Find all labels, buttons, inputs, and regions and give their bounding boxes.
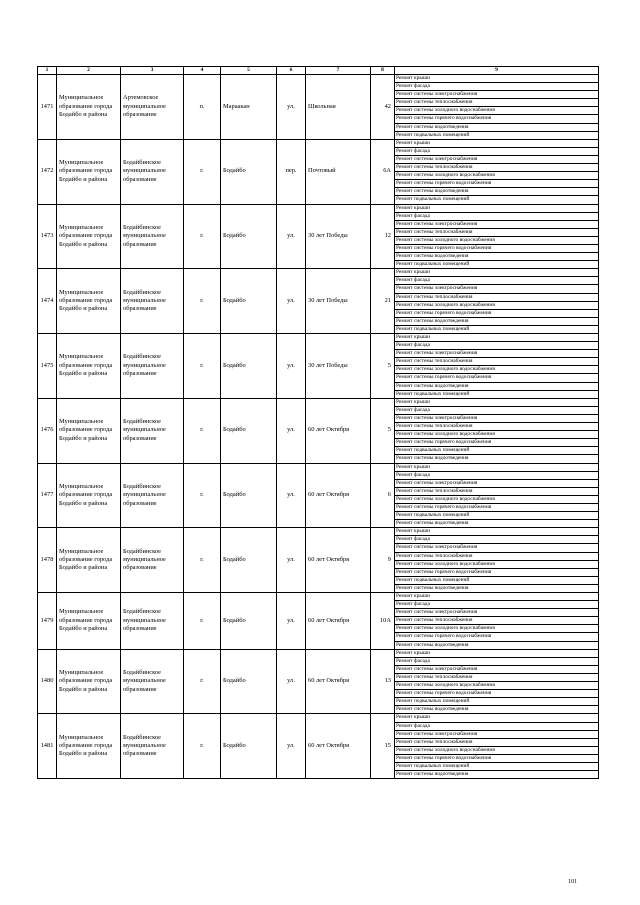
- street-type-cell: пер.: [277, 139, 306, 204]
- works-list: [395, 464, 598, 528]
- settlement-mo-cell: Бодайбинское муниципальное образование: [121, 204, 184, 269]
- work-item: Ремонт системы электроснабжения: [395, 156, 598, 164]
- settlement-mo-cell: Бодайбинское муниципальное образование: [121, 528, 184, 593]
- page-number: 101: [568, 879, 577, 885]
- street-type-cell: ул.: [277, 714, 306, 779]
- settlement-mo-cell: Бодайбинское муниципальное образование: [121, 649, 184, 714]
- work-item: Ремонт фасада: [395, 148, 598, 156]
- house-number-cell: 5: [371, 334, 395, 399]
- work-item: Ремонт фасада: [395, 601, 598, 609]
- street-cell: 60 лет Октября: [306, 714, 371, 779]
- works-list: [395, 75, 598, 139]
- street-type-cell: ул.: [277, 528, 306, 593]
- work-item: Ремонт системы теплоснабжения: [395, 164, 598, 172]
- row-number: 1471: [38, 75, 57, 140]
- work-item: Ремонт системы теплоснабжения: [395, 739, 598, 747]
- street-cell: Почтовый: [306, 139, 371, 204]
- work-item: Ремонт крыши: [395, 464, 598, 472]
- house-number-cell: 10А: [371, 593, 395, 650]
- settlement-type-cell: г.: [184, 269, 221, 334]
- settlement-cell: Бодайбо: [221, 714, 277, 779]
- row-number: 1472: [38, 139, 57, 204]
- works-cell: [395, 649, 599, 714]
- row-number: 1477: [38, 463, 57, 528]
- table-row: [38, 139, 599, 204]
- row-number: 1473: [38, 204, 57, 269]
- house-number-cell: 6: [371, 463, 395, 528]
- work-item: Ремонт системы электроснабжения: [395, 609, 598, 617]
- work-item: Ремонт системы холодного водоснабжения: [395, 431, 598, 439]
- works-list: [395, 593, 598, 649]
- works-list: [395, 334, 598, 398]
- work-item: Ремонт системы горячего водоснабжения: [395, 569, 598, 577]
- work-item: Ремонт крыши: [395, 334, 598, 342]
- work-item: Ремонт системы водоотведения: [395, 383, 598, 391]
- column-header: 1: [38, 67, 57, 75]
- work-item: Ремонт системы электроснабжения: [395, 221, 598, 229]
- works-cell: [395, 714, 599, 779]
- column-header: 3: [121, 67, 184, 75]
- house-number-cell: 6А: [371, 139, 395, 204]
- row-number: 1479: [38, 593, 57, 650]
- work-item: Ремонт фасада: [395, 342, 598, 350]
- table-row: [38, 75, 599, 140]
- work-item: Ремонт системы горячего водоснабжения: [395, 439, 598, 447]
- settlement-type-cell: г.: [184, 463, 221, 528]
- table-row: [38, 463, 599, 528]
- work-item: Ремонт системы теплоснабжения: [395, 229, 598, 237]
- work-item: Ремонт системы теплоснабжения: [395, 553, 598, 561]
- work-item: Ремонт фасада: [395, 723, 598, 731]
- work-item: Ремонт системы электроснабжения: [395, 480, 598, 488]
- work-item: Ремонт крыши: [395, 528, 598, 536]
- work-item: Ремонт системы теплоснабжения: [395, 617, 598, 625]
- table-row: [38, 714, 599, 779]
- settlement-cell: Бодайбо: [221, 269, 277, 334]
- settlement-cell: Бодайбо: [221, 204, 277, 269]
- street-type-cell: ул.: [277, 334, 306, 399]
- work-item: Ремонт системы водоотведения: [396, 455, 469, 462]
- work-item: Ремонт фасада: [395, 658, 598, 666]
- works-cell: [395, 75, 599, 140]
- settlement-cell: Бодайбо: [221, 398, 277, 463]
- work-item: Ремонт системы горячего водоснабжения: [395, 310, 598, 318]
- work-item: Ремонт системы холодного водоснабжения: [395, 172, 598, 180]
- settlement-type-cell: г.: [184, 398, 221, 463]
- work-item: Ремонт системы водоотведения: [396, 520, 469, 527]
- work-item: Ремонт системы горячего водоснабжения: [395, 245, 598, 253]
- table-row: [38, 593, 599, 650]
- table-row: [38, 269, 599, 334]
- work-item: Ремонт подвальных помещений: [395, 447, 598, 455]
- municipality-cell: Муниципальное образование города Бодайбо и района: [57, 139, 121, 204]
- settlement-mo-cell: Бодайбинское муниципальное образование: [121, 334, 184, 399]
- street-cell: 60 лет Октября: [306, 649, 371, 714]
- work-item: Ремонт системы водоотведения: [396, 641, 469, 648]
- work-item: Ремонт системы горячего водоснабжения: [395, 633, 598, 641]
- work-item: Ремонт крыши: [395, 75, 598, 83]
- header-row: [38, 67, 599, 75]
- street-cell: Школьная: [306, 75, 371, 140]
- settlement-cell: Мараакан: [221, 75, 277, 140]
- settlement-mo-cell: Бодайбинское муниципальное образование: [121, 139, 184, 204]
- work-item: Ремонт системы холодного водоснабжения: [395, 107, 598, 115]
- settlement-type-cell: г.: [184, 528, 221, 593]
- column-header: 9: [395, 67, 599, 75]
- work-item: Ремонт системы теплоснабжения: [395, 358, 598, 366]
- settlement-mo-cell: Бодайбинское муниципальное образование: [121, 593, 184, 650]
- settlement-type-cell: г.: [184, 714, 221, 779]
- column-header: 2: [57, 67, 121, 75]
- street-type-cell: ул.: [277, 75, 306, 140]
- work-item: Ремонт системы холодного водоснабжения: [395, 366, 598, 374]
- house-number-cell: 15: [371, 714, 395, 779]
- table-row: [38, 204, 599, 269]
- work-item: Ремонт системы горячего водоснабжения: [395, 755, 598, 763]
- works-list: [395, 140, 598, 204]
- work-item: Ремонт системы горячего водоснабжения: [395, 504, 598, 512]
- work-item: Ремонт системы электроснабжения: [395, 415, 598, 423]
- works-list: [395, 714, 598, 778]
- column-header: 6: [277, 67, 306, 75]
- municipality-cell: Муниципальное образование города Бодайбо и района: [57, 398, 121, 463]
- municipality-cell: Муниципальное образование города Бодайбо и района: [57, 269, 121, 334]
- house-number-cell: 13: [371, 649, 395, 714]
- settlement-type-cell: г.: [184, 204, 221, 269]
- work-item: Ремонт системы электроснабжения: [395, 666, 598, 674]
- works-list: [395, 205, 598, 269]
- settlement-mo-cell: Бодайбинское муниципальное образование: [121, 269, 184, 334]
- work-item: Ремонт крыши: [395, 399, 598, 407]
- work-item: Ремонт подвальных помещений: [395, 512, 598, 520]
- works-cell: [395, 463, 599, 528]
- work-item: Ремонт системы теплоснабжения: [395, 99, 598, 107]
- table-body: [38, 75, 599, 779]
- works-cell: [395, 528, 599, 593]
- settlement-cell: Бодайбо: [221, 593, 277, 650]
- municipality-cell: Муниципальное образование города Бодайбо и района: [57, 334, 121, 399]
- settlement-type-cell: г.: [184, 139, 221, 204]
- works-cell: [395, 593, 599, 650]
- column-header: 4: [184, 67, 221, 75]
- work-item: Ремонт системы водоотведения: [396, 584, 469, 591]
- work-item: Ремонт системы теплоснабжения: [395, 674, 598, 682]
- settlement-cell: Бодайбо: [221, 528, 277, 593]
- row-number: 1478: [38, 528, 57, 593]
- work-item: Ремонт системы холодного водоснабжения: [395, 237, 598, 245]
- work-item: Ремонт подвальных помещений: [395, 698, 598, 706]
- works-list: [395, 528, 598, 592]
- row-number: 1474: [38, 269, 57, 334]
- works-list: [395, 650, 598, 714]
- work-item: Ремонт фасада: [395, 83, 598, 91]
- settlement-cell: Бодайбо: [221, 463, 277, 528]
- work-item: Ремонт фасада: [395, 536, 598, 544]
- column-header: 5: [221, 67, 277, 75]
- work-item: Ремонт системы холодного водоснабжения: [395, 747, 598, 755]
- settlement-cell: Бодайбо: [221, 334, 277, 399]
- row-number: 1481: [38, 714, 57, 779]
- municipality-cell: Муниципальное образование города Бодайбо и района: [57, 204, 121, 269]
- row-number: 1480: [38, 649, 57, 714]
- work-item: Ремонт системы горячего водоснабжения: [395, 690, 598, 698]
- municipality-cell: Муниципальное образование города Бодайбо и района: [57, 593, 121, 650]
- work-item: Ремонт системы холодного водоснабжения: [395, 561, 598, 569]
- settlement-type-cell: г.: [184, 593, 221, 650]
- house-number-cell: 21: [371, 269, 395, 334]
- street-type-cell: ул.: [277, 649, 306, 714]
- work-item: Ремонт крыши: [395, 205, 598, 213]
- settlement-mo-cell: Бодайбинское муниципальное образование: [121, 398, 184, 463]
- municipality-cell: Муниципальное образование города Бодайбо и района: [57, 463, 121, 528]
- settlement-type-cell: г.: [184, 649, 221, 714]
- street-cell: 30 лет Победы: [306, 269, 371, 334]
- street-cell: 60 лет Октября: [306, 463, 371, 528]
- works-cell: [395, 269, 599, 334]
- row-number: 1475: [38, 334, 57, 399]
- house-number-cell: 5: [371, 398, 395, 463]
- works-cell: [395, 204, 599, 269]
- work-item: Ремонт системы электроснабжения: [395, 91, 598, 99]
- work-item: Ремонт фасада: [395, 277, 598, 285]
- work-item: Ремонт подвальных помещений: [396, 196, 470, 203]
- column-header: 8: [371, 67, 395, 75]
- work-item: Ремонт фасада: [395, 407, 598, 415]
- column-header: 7: [306, 67, 371, 75]
- work-item: Ремонт системы холодного водоснабжения: [395, 302, 598, 310]
- work-item: Ремонт подвальных помещений: [395, 577, 598, 585]
- settlement-type-cell: г.: [184, 334, 221, 399]
- repair-program-table: [37, 66, 599, 779]
- work-item: Ремонт системы электроснабжения: [395, 285, 598, 293]
- works-cell: [395, 398, 599, 463]
- municipality-cell: Муниципальное образование города Бодайбо и района: [57, 75, 121, 140]
- table-row: [38, 398, 599, 463]
- municipality-cell: Муниципальное образование города Бодайбо и района: [57, 528, 121, 593]
- work-item: Ремонт крыши: [395, 714, 598, 722]
- work-item: Ремонт крыши: [395, 140, 598, 148]
- work-item: Ремонт крыши: [395, 650, 598, 658]
- street-cell: 60 лет Октября: [306, 528, 371, 593]
- works-list: [395, 399, 598, 463]
- works-list: [395, 269, 598, 333]
- work-item: Ремонт системы холодного водоснабжения: [395, 682, 598, 690]
- settlement-cell: Бодайбо: [221, 139, 277, 204]
- municipality-cell: Муниципальное образование города Бодайбо и района: [57, 649, 121, 714]
- work-item: Ремонт системы холодного водоснабжения: [395, 496, 598, 504]
- street-cell: 60 лет Октября: [306, 593, 371, 650]
- work-item: Ремонт подвальных помещений: [396, 131, 470, 138]
- street-type-cell: ул.: [277, 593, 306, 650]
- work-item: Ремонт системы горячего водоснабжения: [395, 374, 598, 382]
- street-cell: 60 лет Октября: [306, 398, 371, 463]
- settlement-mo-cell: Артемовское муниципальное образование: [121, 75, 184, 140]
- street-type-cell: ул.: [277, 204, 306, 269]
- street-type-cell: ул.: [277, 463, 306, 528]
- work-item: Ремонт подвальных помещений: [395, 763, 598, 771]
- row-number: 1476: [38, 398, 57, 463]
- work-item: Ремонт подвальных помещений: [396, 325, 470, 332]
- work-item: Ремонт системы электроснабжения: [395, 544, 598, 552]
- work-item: Ремонт системы холодного водоснабжения: [395, 625, 598, 633]
- work-item: Ремонт системы электроснабжения: [395, 350, 598, 358]
- work-item: Ремонт крыши: [395, 593, 598, 601]
- street-cell: 30 лет Победы: [306, 334, 371, 399]
- work-item: Ремонт системы водоотведения: [395, 188, 598, 196]
- municipality-cell: Муниципальное образование города Бодайбо и района: [57, 714, 121, 779]
- works-cell: [395, 334, 599, 399]
- table-row: [38, 334, 599, 399]
- street-type-cell: ул.: [277, 269, 306, 334]
- work-item: Ремонт системы теплоснабжения: [395, 423, 598, 431]
- table-row: [38, 528, 599, 593]
- street-type-cell: ул.: [277, 398, 306, 463]
- work-item: Ремонт системы водоотведения: [396, 771, 469, 778]
- work-item: Ремонт фасада: [395, 213, 598, 221]
- works-cell: [395, 139, 599, 204]
- work-item: Ремонт системы водоотведения: [396, 706, 469, 713]
- work-item: Ремонт подвальных помещений: [396, 261, 470, 268]
- work-item: Ремонт подвальных помещений: [396, 390, 470, 397]
- settlement-cell: Бодайбо: [221, 649, 277, 714]
- house-number-cell: 9: [371, 528, 395, 593]
- house-number-cell: 42: [371, 75, 395, 140]
- street-cell: 30 лет Победы: [306, 204, 371, 269]
- settlement-mo-cell: Бодайбинское муниципальное образование: [121, 714, 184, 779]
- work-item: Ремонт системы водоотведения: [395, 253, 598, 261]
- house-number-cell: 12: [371, 204, 395, 269]
- work-item: Ремонт системы электроснабжения: [395, 731, 598, 739]
- work-item: Ремонт крыши: [395, 269, 598, 277]
- work-item: Ремонт системы теплоснабжения: [395, 294, 598, 302]
- work-item: Ремонт системы водоотведения: [395, 318, 598, 326]
- work-item: Ремонт системы горячего водоснабжения: [395, 180, 598, 188]
- work-item: Ремонт системы водоотведения: [395, 124, 598, 132]
- settlement-type-cell: п.: [184, 75, 221, 140]
- work-item: Ремонт фасада: [395, 472, 598, 480]
- work-item: Ремонт системы горячего водоснабжения: [395, 115, 598, 123]
- settlement-mo-cell: Бодайбинское муниципальное образование: [121, 463, 184, 528]
- table-row: [38, 649, 599, 714]
- work-item: Ремонт системы теплоснабжения: [395, 488, 598, 496]
